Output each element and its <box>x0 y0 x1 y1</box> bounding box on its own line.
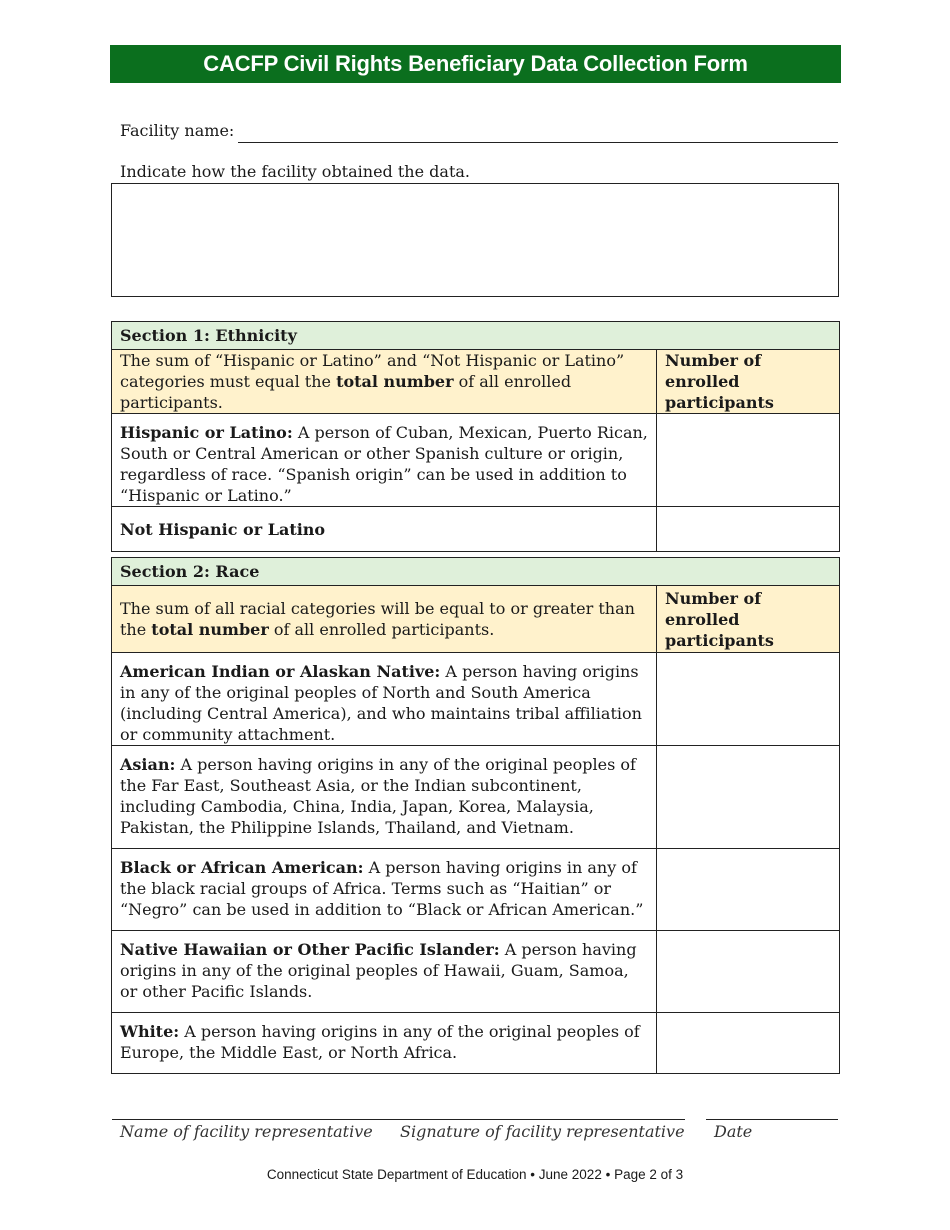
ethnicity-count-header: Number of enrolled participants <box>657 350 840 414</box>
race-row-native-hawaiian: Native Hawaiian or Other Pacific Islander: A person having origins in any of the original peoples of Hawaii, Guam, Samoa, or other Pacific Islands. <box>112 931 657 1013</box>
race-instructions: The sum of all racial categories will be equal to or greater than the total number of all enrolled participants. <box>112 586 657 653</box>
footer-page-number: Page 2 of 3 <box>614 1167 684 1182</box>
ethnicity-row-not-hispanic: Not Hispanic or Latino <box>112 507 657 552</box>
data-source-textbox[interactable] <box>111 183 839 297</box>
race-count-black[interactable] <box>657 849 840 931</box>
race-section-heading: Section 2: Race <box>112 558 840 586</box>
form-title: CACFP Civil Rights Beneficiary Data Collection Form <box>110 45 841 83</box>
footer-separator: • <box>530 1167 535 1182</box>
race-row-white: White: A person having origins in any of the original peoples of Europe, the Middle East, or North Africa. <box>112 1013 657 1074</box>
facility-name-field[interactable] <box>238 142 838 143</box>
ethnicity-section-heading: Section 1: Ethnicity <box>112 322 840 350</box>
facility-name-label: Facility name: <box>120 121 235 140</box>
race-count-white[interactable] <box>657 1013 840 1074</box>
date-line[interactable] <box>706 1119 838 1120</box>
footer-date: June 2022 <box>538 1167 602 1182</box>
race-count-asian[interactable] <box>657 746 840 849</box>
race-row-asian: Asian: A person having origins in any of the original peoples of the Far East, Southeast Asia, or the Indian subcontinent, including Cambodia, China, India, Japan, Korea, Malaysia, Pakistan, the Philippine Islands, Thailand, and Vietnam. <box>112 746 657 849</box>
race-row-black: Black or African American: A person having origins in any of the black racial groups of Africa. Terms such as “Haitian” or “Negro” can be used in addition to “Black or African American.” <box>112 849 657 931</box>
ethnicity-row-hispanic: Hispanic or Latino: A person of Cuban, Mexican, Puerto Rican, South or Central American or other Spanish culture or origin, regardless of race. “Spanish origin” can be used in addition to “Hispanic or Latino.” <box>112 414 657 507</box>
representative-signature-line[interactable] <box>112 1119 685 1120</box>
data-source-label: Indicate how the facility obtained the data. <box>120 162 470 181</box>
ethnicity-section-table <box>111 321 840 552</box>
race-section-table <box>111 557 840 1074</box>
ethnicity-instructions: The sum of “Hispanic or Latino” and “Not Hispanic or Latino” categories must equal the total number of all enrolled participants. <box>112 350 657 414</box>
race-count-american-indian[interactable] <box>657 653 840 746</box>
race-count-native-hawaiian[interactable] <box>657 931 840 1013</box>
ethnicity-count-hispanic[interactable] <box>657 414 840 507</box>
representative-name-label: Name of facility representative <box>120 1122 373 1141</box>
page-footer <box>0 1167 950 1182</box>
race-row-american-indian: American Indian or Alaskan Native: A person having origins in any of the original peoples of North and South America (including Central America), and who maintains tribal affiliation or community attachment. <box>112 653 657 746</box>
footer-org: Connecticut State Department of Education <box>266 1167 527 1182</box>
representative-signature-label: Signature of facility representative <box>400 1122 685 1141</box>
date-label: Date <box>714 1122 753 1141</box>
ethnicity-count-not-hispanic[interactable] <box>657 507 840 552</box>
race-count-header: Number of enrolled participants <box>657 586 840 653</box>
footer-separator-2: • <box>605 1167 611 1182</box>
